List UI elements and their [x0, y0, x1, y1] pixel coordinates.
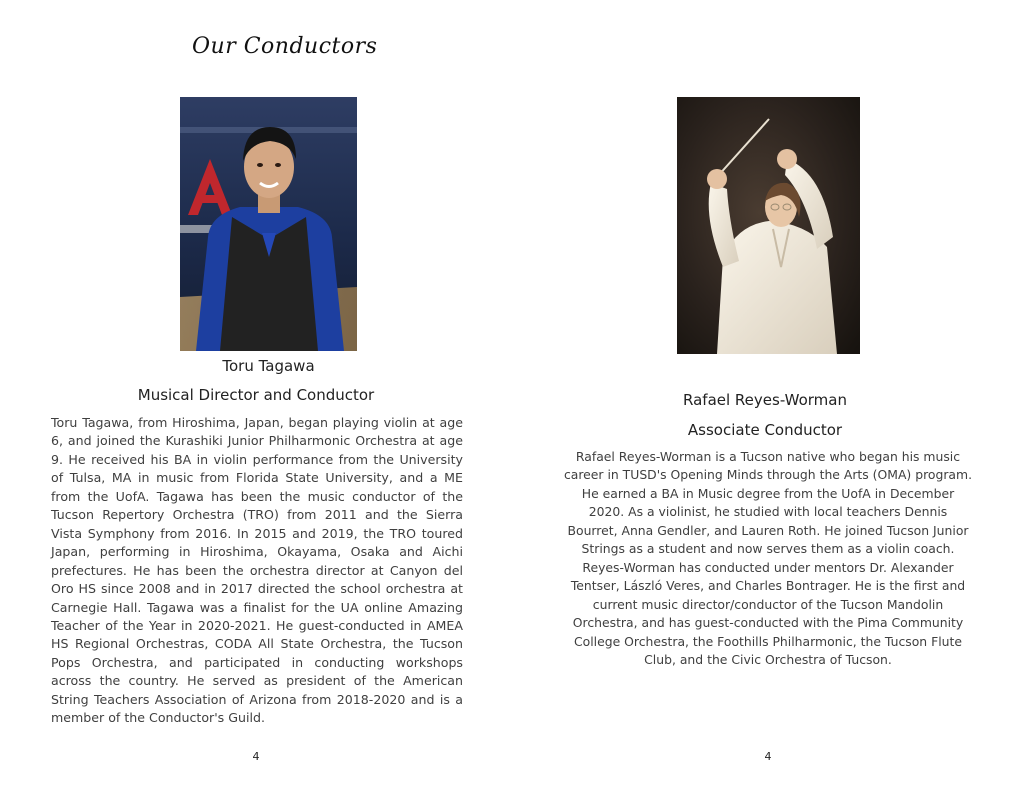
toru-tagawa-photo — [180, 97, 357, 351]
right-conductor-bio: Rafael Reyes-Worman is a Tucson native who began his music career in TUSD's Opening Minds through the Arts (OMA) program. He earned a BA in Music degree from the UofA in December 2020. As a violinist, he studied with local teachers Dennis Bourret, Anna Gendler, and Lauren Roth. He joined Tucson Junior Strings as a student and now serves them as a violin coach. Reyes-Worman has conducted under mentors Dr. Alexander Tentser, László Veres, and Charles Bontrager. He is the first and current music director/conductor of the Tucson Mandolin Orchestra, and has guest-conducted with the Pima Community College Orchestra, the Foothills Philharmonic, the Tucson Flute Club, and the Civic Orchestra of Tucson. — [563, 449, 973, 667]
left-conductor-name: Toru Tagawa — [222, 357, 315, 375]
left-page-number: 4 — [252, 750, 260, 763]
right-page-number: 4 — [764, 750, 772, 763]
right-conductor-name: Rafael Reyes-Worman — [683, 391, 847, 409]
right-conductor-role: Associate Conductor — [687, 421, 843, 439]
page-title: Our Conductors — [192, 34, 378, 59]
left-conductor-bio: Toru Tagawa, from Hiroshima, Japan, began playing violin at age 6, and joined the Kurashiki Junior Philharmonic Orchestra at age 9. He received his BA in violin performance from the University of Tulsa, MA in music from Florida State University, and a ME from the UofA. Tagawa has been the music conductor of the Tucson Repertory Orchestra (TRO) from 2011 and the Sierra Vista Symphony from 2016. In 2015 and 2019, the TRO toured Japan, performing in Hiroshima, Okayama, Osaka and Aichi prefectures. He has been the orchestra director at Canyon del Oro HS since 2008 and in 2017 directed the school orchestra at Carnegie Hall. Tagawa was a finalist for the UA online Amazing Teacher of the Year in 2020-2021. He guest-conducted in AMEA HS Regional Orchestras, CODA All State Orchestra, the Tucson Pops Orchestra, and participated in conducting workshops across the country. He served as president of the American String Teachers Association of Arizona from 2018-2020 and is a member of the Conductor's Guild. — [51, 415, 463, 726]
rafael-reyes-worman-photo — [677, 97, 860, 354]
left-conductor-role: Musical Director and Conductor — [137, 386, 375, 404]
